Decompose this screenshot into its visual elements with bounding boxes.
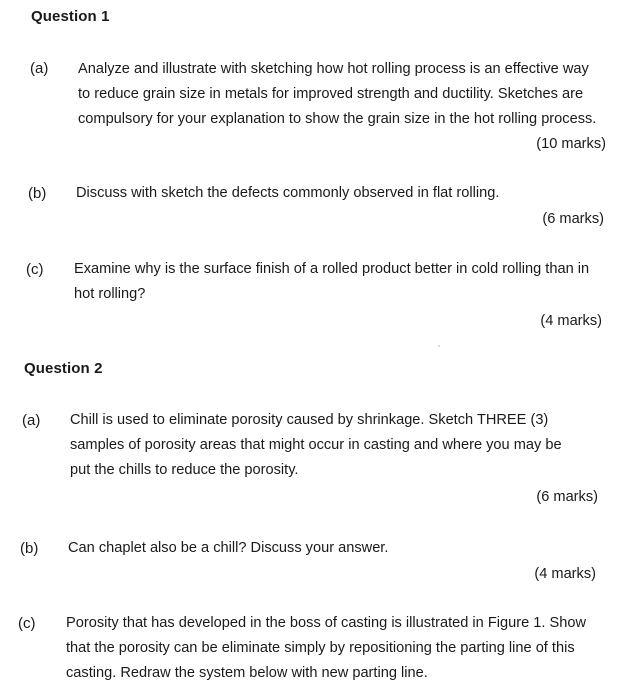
q2-a-text xyxy=(70,408,580,483)
q1-b-marks: (6 marks) xyxy=(542,211,604,227)
q2-a-label: (a) xyxy=(22,412,41,429)
q2-a-marks: (6 marks) xyxy=(536,489,598,505)
q1-a-text xyxy=(78,57,608,132)
q2-c-label: (c) xyxy=(18,615,36,632)
q2-c-line-2: that the porosity can be eliminate simply by repositioning the parting line of this xyxy=(66,640,575,656)
q1-c-line-1: Examine why is the surface finish of a rolled product better in cold rolling than in xyxy=(74,261,590,277)
q2-b-line-1: Can chaplet also be a chill? Discuss your answer. xyxy=(68,540,389,556)
q1-a-line-1: Analyze and illustrate with sketching how hot rolling process is an effective way xyxy=(78,61,589,77)
q1-b-text xyxy=(76,181,606,206)
q2-b-text xyxy=(68,536,578,561)
q2-c-text xyxy=(66,611,600,686)
scan-speck xyxy=(438,345,440,347)
q1-b-label: (b) xyxy=(28,185,47,202)
q1-c-label: (c) xyxy=(26,261,44,278)
q1-b-line-1: Discuss with sketch the defects commonly observed in flat rolling. xyxy=(76,185,500,201)
q1-c-marks: (4 marks) xyxy=(540,313,602,329)
q1-c-text xyxy=(74,257,606,307)
q2-c-line-1: Porosity that has developed in the boss of casting is illustrated in Figure 1. Show xyxy=(66,615,586,631)
question-2-heading: Question 2 xyxy=(24,360,103,377)
q2-a-line-1: Chill is used to eliminate porosity caused by shrinkage. Sketch THREE (3) xyxy=(70,412,549,428)
q1-a-line-2: to reduce grain size in metals for improved strength and ductility. Sketches are xyxy=(78,86,584,102)
q1-a-line-3: compulsory for your explanation to show the grain size in the hot rolling process. xyxy=(78,111,597,127)
q2-a-line-3: put the chills to reduce the porosity. xyxy=(70,462,299,478)
q2-b-label: (b) xyxy=(20,540,39,557)
q2-c-line-3: casting. Redraw the system below with new parting line. xyxy=(66,665,428,681)
q1-a-label: (a) xyxy=(30,60,49,77)
q1-c-line-2: hot rolling? xyxy=(74,286,146,302)
question-1-heading: Question 1 xyxy=(31,8,110,25)
q2-a-line-2: samples of porosity areas that might occur in casting and where you may be xyxy=(70,437,562,453)
q2-b-marks: (4 marks) xyxy=(534,566,596,582)
q1-a-marks: (10 marks) xyxy=(536,136,606,152)
